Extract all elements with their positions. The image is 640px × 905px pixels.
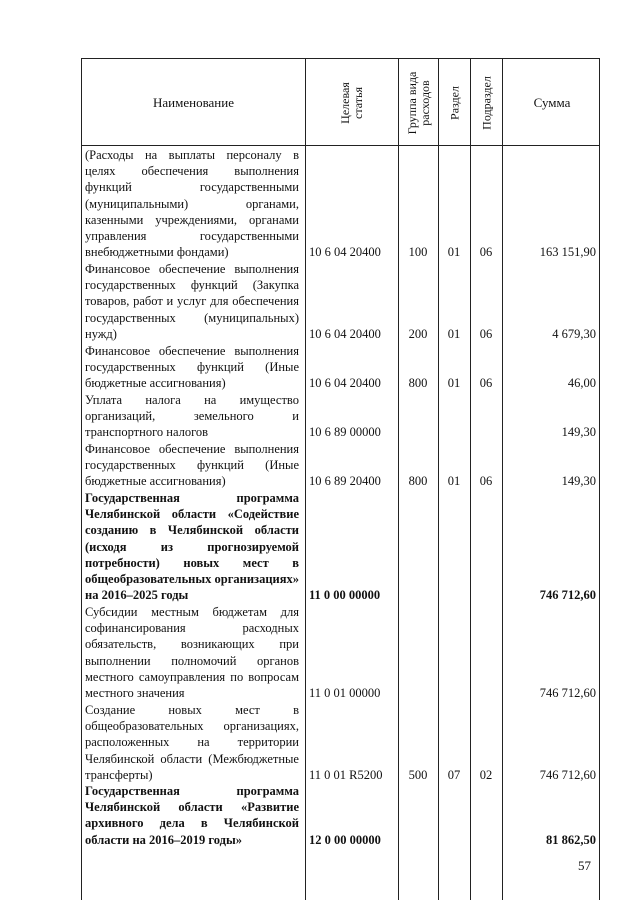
row-name: Финансовое обеспечение выполнения государственных функций (Закупка товаров, работ и услуг для обеспечения государственных (муниципальных) нужд): [85, 262, 299, 341]
row-name: Финансовое обеспечение выполнения государственных функций (Иные бюджетные ассигнования): [85, 442, 299, 489]
row-expense-group: 500: [408, 767, 428, 782]
row-name: (Расходы на выплаты персоналу в целях обеспечения выполнения функций государственными (муниципальными) органами, казенными учреждениями, органами управления государственными внебюджетными фондами): [85, 148, 299, 260]
row-sum: 46,00: [567, 376, 596, 391]
row-name: Государственная программа Челябинской области «Развитие архивного дела в Челябинской области на 2016–2019 годы»: [85, 784, 299, 847]
table-row: [81, 392, 600, 441]
row-section: 01: [447, 245, 461, 260]
row-target-article: 10 6 04 20400: [309, 376, 381, 391]
row-section: 01: [447, 474, 461, 489]
row-target-article: 10 6 04 20400: [309, 245, 381, 260]
table-row: [81, 783, 600, 848]
row-subsection: 06: [479, 245, 493, 260]
header-sum-label: Сумма: [533, 94, 571, 110]
header-target-article-label: Целевая статья: [338, 81, 365, 124]
row-sum: 149,30: [561, 474, 596, 489]
row-sum: 746 712,60: [539, 686, 596, 700]
header-subsection-label: Подраздел: [479, 75, 493, 130]
row-section: 01: [447, 376, 461, 391]
row-name: Уплата налога на имущество организаций, земельного и транспортного налогов: [85, 393, 299, 440]
table-row: [81, 343, 600, 392]
table-row: [81, 147, 600, 260]
row-sum: 4 679,30: [552, 326, 596, 341]
row-name: Государственная программа Челябинской области «Содействие созданию в Челябинской области (исходя из прогнозируемой потребности) новых мест в общеобразовательных организациях» на 2016–2025 годы: [85, 491, 299, 603]
row-target-article: 11 0 01 R5200: [309, 767, 383, 782]
row-expense-group: 200: [408, 326, 428, 341]
row-target-article: 10 6 04 20400: [309, 326, 381, 341]
row-sum: 81 862,50: [546, 832, 596, 847]
header-subsection: [471, 59, 503, 146]
row-sum: 149,30: [561, 425, 596, 440]
row-subsection: 06: [479, 474, 493, 489]
header-name: [82, 59, 306, 146]
table-row: [81, 441, 600, 490]
row-target-article: 11 0 00 00000: [309, 588, 381, 603]
row-subsection: 06: [479, 326, 493, 341]
row-expense-group: 800: [408, 474, 428, 489]
row-target-article: 10 6 89 00000: [309, 425, 381, 440]
row-subsection: 02: [479, 767, 493, 782]
row-section: 01: [447, 326, 461, 341]
table-row: [81, 604, 600, 701]
row-sum: 163 151,90: [539, 245, 596, 260]
table-header: [81, 58, 600, 146]
header-section: [439, 59, 471, 146]
row-target-article: 10 6 89 20400: [309, 474, 381, 489]
header-target-article: [306, 59, 399, 146]
row-expense-group: 100: [408, 245, 428, 260]
row-expense-group: 800: [408, 376, 428, 391]
row-name: Создание новых мест в общеобразовательных организациях, расположенных на территории Челябинской области (Межбюджетные трансферты): [85, 703, 299, 782]
header-expense-group-label: Группа вида расходов: [404, 71, 432, 134]
header-sum: [503, 59, 601, 146]
row-sum: 746 712,60: [539, 588, 596, 603]
header-name-label: Наименование: [153, 94, 234, 110]
row-name: Финансовое обеспечение выполнения государственных функций (Иные бюджетные ассигнования): [85, 344, 299, 391]
header-expense-group: [399, 59, 439, 146]
row-target-article: 11 0 01 00000: [309, 686, 381, 700]
page-number: 57: [578, 858, 591, 873]
row-section: 07: [447, 767, 461, 782]
row-subsection: 06: [479, 376, 493, 391]
table-row: [81, 702, 600, 783]
row-sum: 746 712,60: [539, 767, 596, 782]
table-row: [81, 490, 600, 603]
row-target-article: 12 0 00 00000: [309, 832, 381, 847]
table-row: [81, 261, 600, 342]
header-section-label: Раздел: [447, 85, 461, 120]
row-name: Субсидии местным бюджетам для софинансирования расходных обязательств, возникающих при выполнении полномочий органов местного самоуправления по вопросам местного значения: [85, 605, 299, 701]
